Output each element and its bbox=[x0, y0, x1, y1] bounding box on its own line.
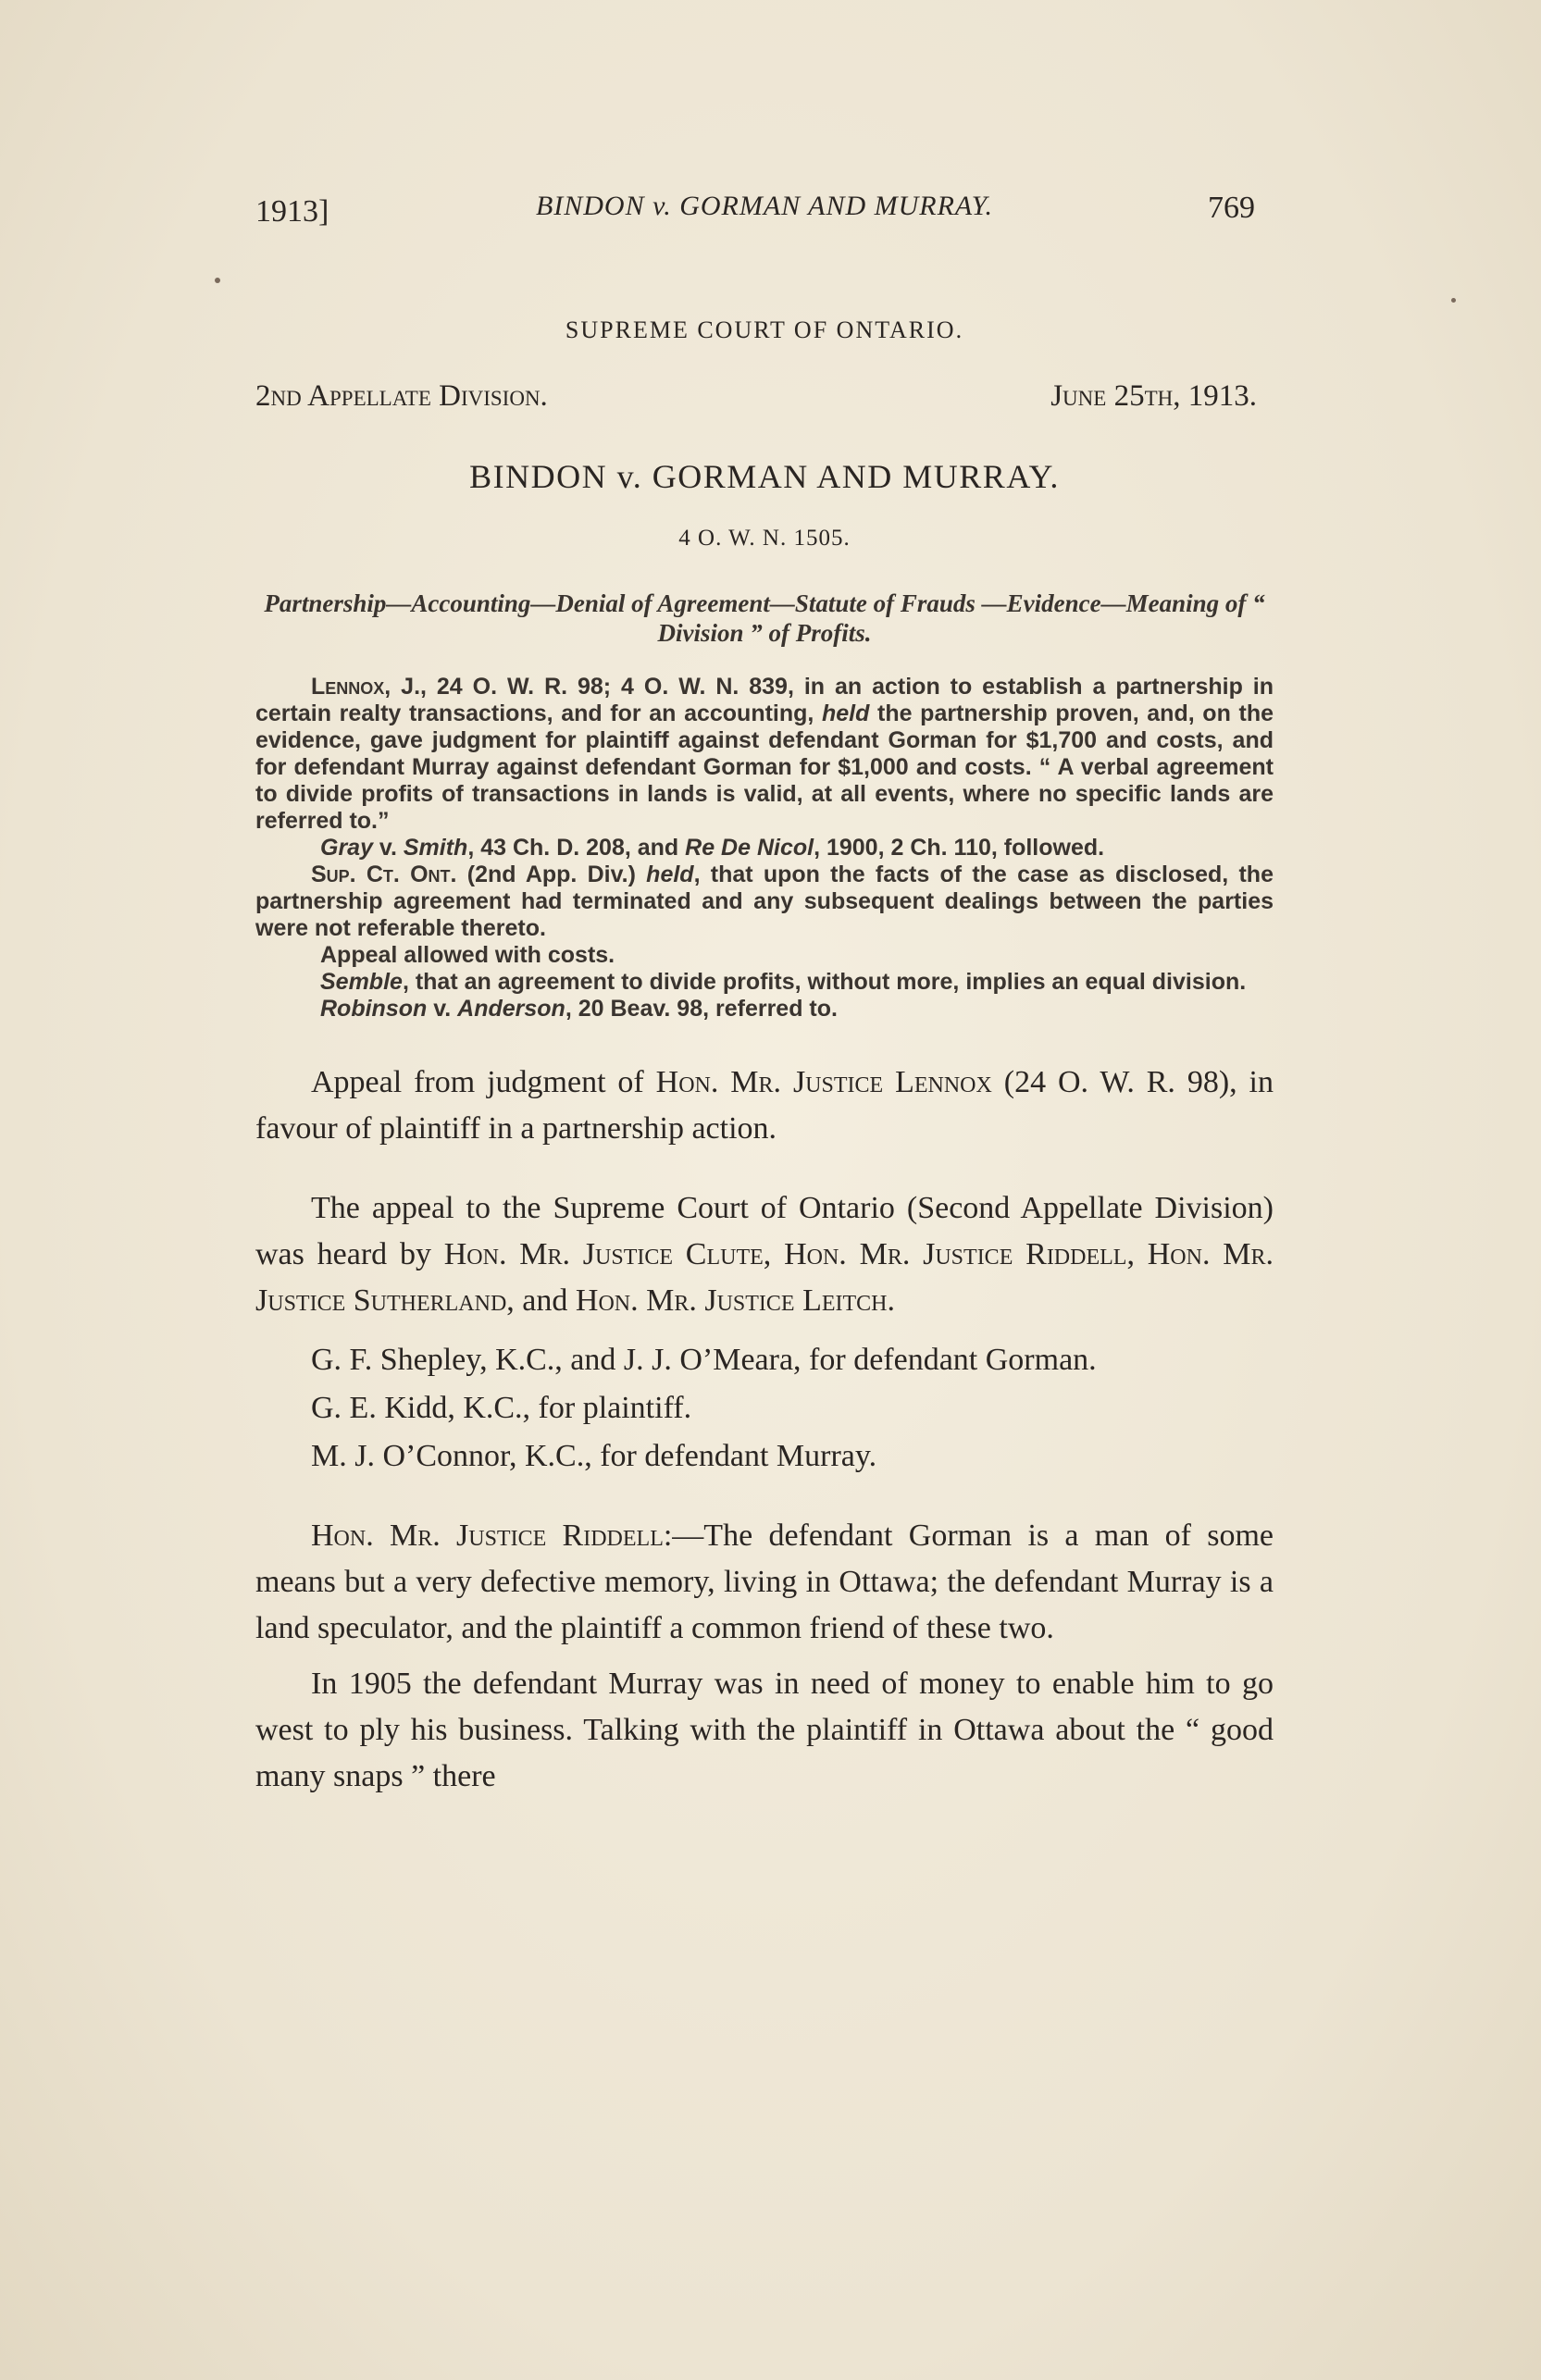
body-paragraph bbox=[255, 1513, 1274, 1652]
held-word: held bbox=[822, 700, 870, 726]
held-word: held bbox=[646, 862, 694, 887]
court-abbrev: Sup. Ct. Ont. bbox=[311, 862, 457, 887]
counsel-line: G. E. Kidd, K.C., for plaintiff. bbox=[311, 1391, 692, 1425]
headnote-paragraph bbox=[255, 996, 1274, 1023]
judge-name: Hon. Mr. Justice Leitch bbox=[575, 1283, 888, 1318]
body-text: Appeal from judgment of bbox=[311, 1065, 656, 1099]
headnote-paragraph bbox=[255, 862, 1274, 942]
counsel-line: G. F. Shepley, K.C., and J. J. O’Meara, for defendant Gorman. bbox=[311, 1343, 1097, 1377]
body-text: The appeal to the Supreme Court of Ontario (Second Appellate Division) was heard by bbox=[255, 1191, 1274, 1271]
headnote-text: , 43 Ch. D. 208, and bbox=[467, 835, 686, 861]
headnote-text: the partnership proven, and, on the evidence, gave judgment for plaintiff against defendant Gorman for $1,700 and costs, and for defendant Murray against defendant Gorman for $1,000 and costs. “ A verbal agreement to divide profits of transactions in lands is valid, at all events, where no specific lands are referred to.” bbox=[255, 700, 1274, 834]
body-paragraph bbox=[255, 1060, 1274, 1152]
headnote-paragraph bbox=[255, 674, 1274, 835]
division-date-line bbox=[255, 379, 1274, 426]
case-name: Robinson bbox=[320, 996, 428, 1022]
body-text: , and bbox=[506, 1283, 576, 1318]
case-citation: 4 O. W. N. 1505. bbox=[678, 526, 851, 551]
judge-name: Hon. Mr. Justice Riddell bbox=[311, 1518, 664, 1553]
ink-speck bbox=[215, 278, 220, 283]
body-text: . bbox=[887, 1283, 895, 1318]
headnote-text: , 20 Beav. 98, referred to. bbox=[565, 996, 838, 1022]
case-name: Anderson bbox=[457, 996, 565, 1022]
headnote-text: , 1900, 2 Ch. 110, followed. bbox=[814, 835, 1105, 861]
headnote-paragraph bbox=[255, 969, 1274, 996]
decision-date: June 25th, 1913. bbox=[1050, 379, 1257, 413]
court-name: SUPREME COURT OF ONTARIO. bbox=[565, 316, 964, 343]
judge-name: Hon. Mr. Justice Lennox bbox=[655, 1065, 992, 1099]
judge-name: Lennox bbox=[311, 674, 385, 700]
header-running-title: BINDON v. GORMAN AND MURRAY. bbox=[535, 191, 994, 221]
page-content bbox=[255, 185, 1274, 1833]
ink-speck bbox=[1451, 298, 1456, 303]
headnote-text: v. bbox=[427, 996, 458, 1022]
case-name: Gray bbox=[320, 835, 373, 861]
header-page-number: 769 bbox=[1208, 191, 1255, 225]
headnote-text: , that upon the facts of the case as disclosed, the partnership agreement had terminated and any subsequent dealings between the parties were not referable thereto. bbox=[255, 862, 1274, 941]
body-text: :—The defendant Gorman is a man of some means but a very defective memory, living in Ottawa; the defendant Murray is a land speculator, and the plaintiff a common friend of these two. bbox=[255, 1518, 1274, 1645]
counsel-line: M. J. O’Connor, K.C., for defendant Murray. bbox=[311, 1439, 877, 1473]
semble-word: Semble bbox=[320, 969, 403, 995]
headnote-paragraph: Appeal allowed with costs. bbox=[320, 942, 615, 968]
division: 2nd Appellate Division. bbox=[255, 379, 548, 413]
headnote bbox=[255, 589, 1274, 1023]
case-title: BINDON v. GORMAN AND MURRAY. bbox=[469, 458, 1060, 495]
headnote-text: , that an agreement to divide profits, without more, implies an equal division. bbox=[402, 969, 1247, 995]
running-header bbox=[255, 185, 1274, 244]
headnote-text: , J., 24 O. W. R. 98; 4 O. W. N. 839, in an action to establish a partnership in certain realty transactions, and for an accounting, bbox=[255, 674, 1274, 726]
body-paragraph: In 1905 the defendant Murray was in need of money to enable him to go west to ply his business. Talking with the plaintiff in Ottawa about the “ good many snaps ” there bbox=[255, 1667, 1274, 1793]
header-year: 1913] bbox=[255, 194, 329, 229]
catchwords: Partnership—Accounting—Denial of Agreement—Statute of Frauds —Evidence—Meaning of “ Division ” of Profits. bbox=[264, 589, 1265, 647]
judge-names: Hon. Mr. Justice Clute, Hon. Mr. Justice Riddell, Hon. Mr. Justice Sutherland bbox=[255, 1237, 1274, 1318]
case-name: Smith bbox=[403, 835, 468, 861]
case-name: Re De Nicol bbox=[685, 835, 814, 861]
body-text: (24 O. W. R. 98), in favour of plaintiff in a partnership action. bbox=[255, 1065, 1274, 1146]
headnote-text: (2nd App. Div.) bbox=[456, 862, 647, 887]
headnote-paragraph bbox=[255, 835, 1274, 862]
judgment-body bbox=[255, 1060, 1274, 1800]
headnote-text: v. bbox=[372, 835, 404, 861]
body-paragraph bbox=[255, 1185, 1274, 1324]
